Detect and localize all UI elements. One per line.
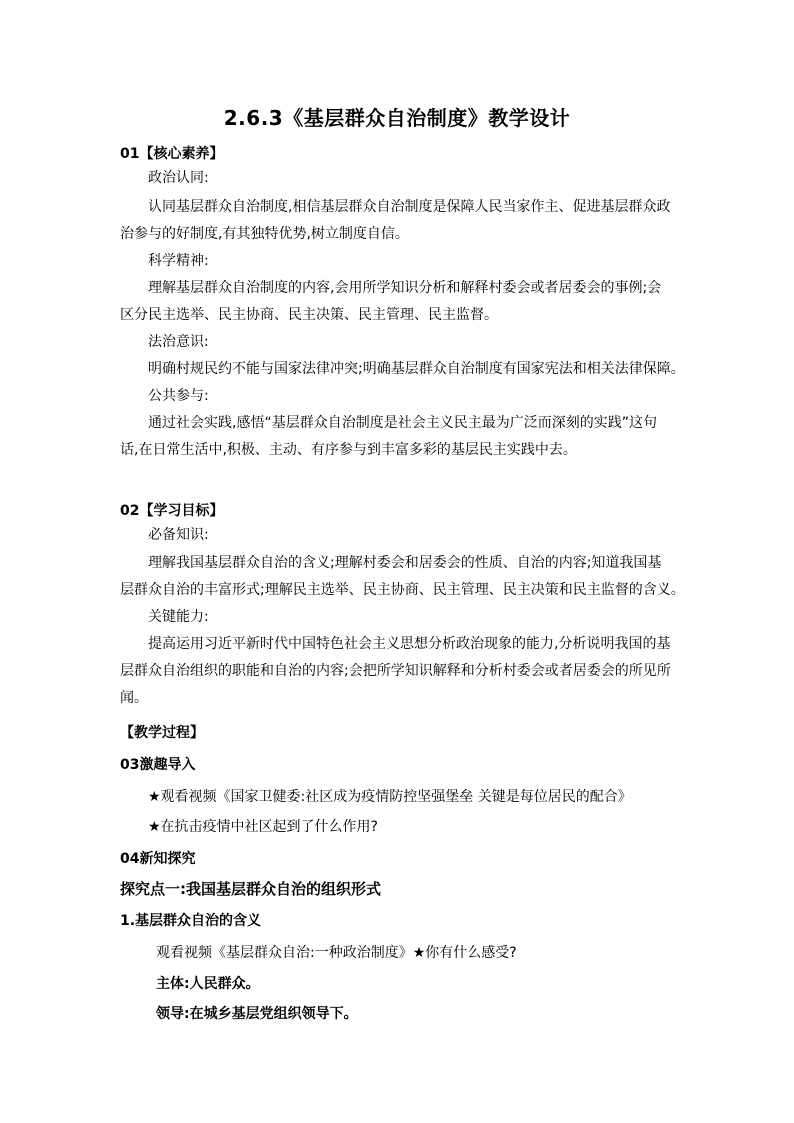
political-identity-label: 政治认同: — [148, 170, 209, 186]
public-participation-text-1: 通过社会实践,感悟“基层群众自治制度是社会主义民主最为广泛而深刻的实践”这句 — [148, 415, 657, 431]
document-title: 2.6.3《基层群众自治制度》教学设计 — [223, 106, 571, 130]
key-ability-text-1: 提高运用习近平新时代中国特色社会主义思想分析政治现象的能力,分析说明我国的基 — [148, 636, 671, 652]
intro-item-question: ★在抗击疫情中社区起到了什么作用? — [148, 819, 378, 835]
rule-of-law-text: 明确村规民约不能与国家法律冲突;明确基层群众自治制度有国家宪法和相关法律保障。 — [148, 361, 685, 377]
key-ability-text-3: 闻。 — [120, 690, 148, 706]
political-identity-text-1: 认同基层群众自治制度,相信基层群众自治制度是保障人民当家作主、促进基层群众政 — [148, 199, 671, 215]
intro-heading: 03激趣导入 — [120, 757, 196, 773]
political-identity-text-2: 治参与的好制度,有其独特优势,树立制度自信。 — [120, 226, 409, 242]
intro-item-video: ★观看视频《国家卫健委:社区成为疫情防控坚强堡垒 关键是每位居民的配合》 — [148, 789, 632, 805]
public-participation-label: 公共参与: — [148, 388, 209, 404]
sub-heading-meaning: 1.基层群众自治的含义 — [120, 913, 262, 929]
key-ability-label: 关键能力: — [148, 609, 209, 625]
public-participation-text-2: 话,在日常生活中,积极、主动、有序参与到丰富多彩的基层民主实践中去。 — [120, 442, 577, 458]
rule-of-law-label: 法治意识: — [148, 334, 209, 350]
key-ability-text-2: 层群众自治组织的职能和自治的内容;会把所学知识解释和分析村委会或者居委会的所见所 — [120, 663, 671, 679]
core-literacy-heading: 01【核心素养】 — [120, 146, 224, 162]
scientific-spirit-label: 科学精神: — [148, 253, 209, 269]
learning-objectives-heading: 02【学习目标】 — [120, 503, 224, 519]
scientific-spirit-text-2: 区分民主选举、民主协商、民主决策、民主管理、民主监督。 — [120, 307, 498, 323]
leadership-line: 领导:在城乡基层党组织领导下。 — [156, 1006, 358, 1022]
subject-line: 主体:人民群众。 — [156, 976, 260, 992]
teaching-process-heading: 【教学过程】 — [120, 725, 204, 741]
explore-point-one: 探究点一:我国基层群众自治的组织形式 — [120, 880, 382, 898]
video-feeling-line: 观看视频《基层群众自治:一种政治制度》★你有什么感受? — [156, 945, 517, 961]
essential-knowledge-label: 必备知识: — [148, 527, 209, 543]
essential-knowledge-text-2: 层群众自治的丰富形式;理解民主选举、民主协商、民主管理、民主决策和民主监督的含义。 — [120, 582, 685, 598]
new-knowledge-heading: 04新知探究 — [120, 851, 196, 867]
scientific-spirit-text-1: 理解基层群众自治制度的内容,会用所学知识分析和解释村委会或者居委会的事例;会 — [148, 280, 662, 296]
essential-knowledge-text-1: 理解我国基层群众自治的含义;理解村委会和居委会的性质、自治的内容;知道我国基 — [148, 555, 662, 571]
